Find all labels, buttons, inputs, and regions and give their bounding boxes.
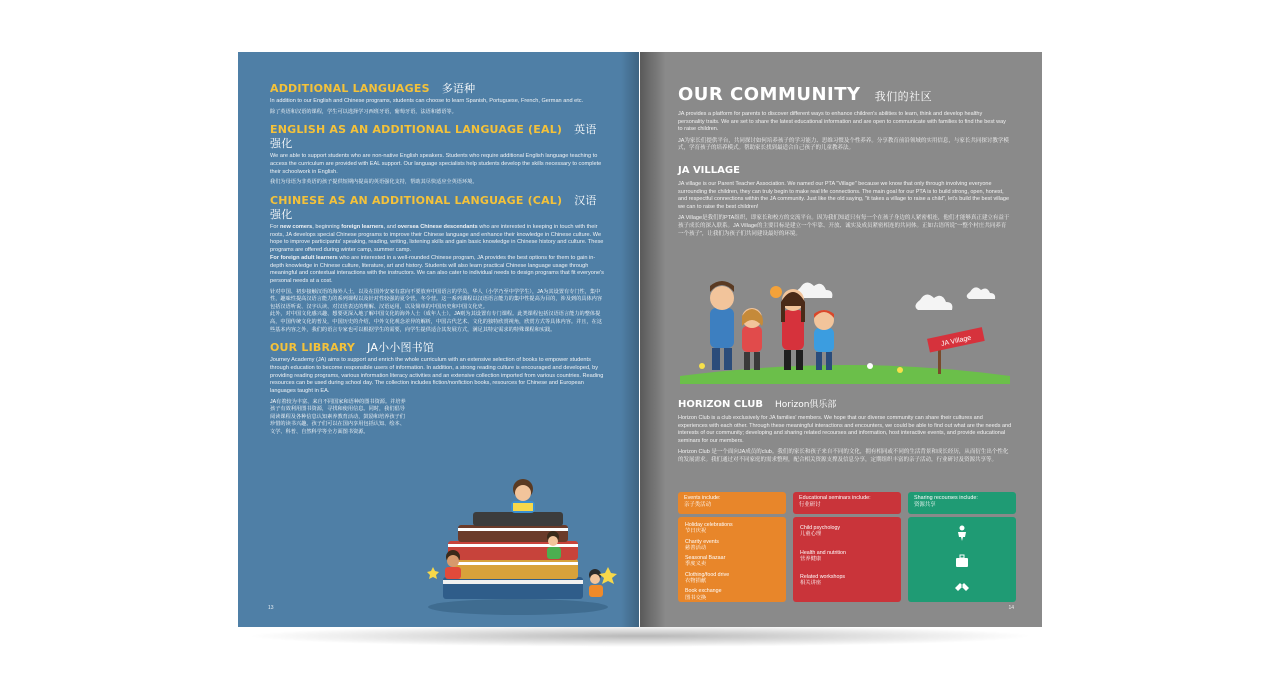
left-page-content — [270, 82, 605, 437]
heading — [678, 397, 1012, 410]
heading-en: OUR COMMUNITY — [678, 84, 861, 105]
heading-en: ADDITIONAL LANGUAGES — [270, 82, 430, 95]
paragraph-en: JA village is our Parent Teacher Association. We named our PTA "Village" because we know that only through involving everyone surrounding the children, they can truly begin to make real life connections. The main goal for our PTA is to build strong, open, honest, and respectful connections within the JA community. Just like the old saying, "it takes a village to raise a child", let's build the best village we can to raise the best children! — [678, 180, 1010, 210]
heading — [270, 194, 605, 222]
heading: JA VILLAGE — [678, 164, 740, 176]
horizon-columns — [678, 492, 1016, 604]
section-eal — [270, 123, 605, 187]
paragraph-cn: Horizon Club 是一个面向JA成员的club。我们的家长和孩子来自不同的文化，拥有相同或不同的生活背景和成长经历，从而衍生出个性化的发展需求。我们通过对不同家庭的需求整理，配合相关资源支撑及信息分享，定期组织丰富的亲子活动，行业研讨及资源共享等。 — [678, 449, 1009, 463]
list-item: Seasonal Bazaar 季度义卖 — [685, 555, 726, 568]
heading-en: ENGLISH AS AN ADDITIONAL LANGUAGE (EAL) — [270, 123, 563, 137]
list-item: Charity events 慈善活动 — [685, 538, 719, 551]
heading-en: OUR LIBRARY — [270, 341, 356, 355]
page-number: 13 — [268, 605, 274, 611]
heading — [270, 82, 605, 96]
list-item: Health and nutrition 营养健康 — [800, 549, 846, 562]
section-horizon-club — [678, 397, 1012, 465]
handshake-icon — [948, 579, 976, 595]
section-library — [270, 341, 605, 436]
right-page-content — [678, 84, 1010, 238]
resources-column — [908, 492, 1016, 602]
section-additional-languages — [270, 82, 605, 116]
list-item: Book exchange 图书交换 — [685, 588, 722, 601]
paragraph-cn: JA Village是我们的PTA组织，即家长和校方的交流平台。因为我们知道只有每一个在孩子身边的人紧密相连，他们才能够真正建立有益于孩子成长的深入联系。JA Village的主要目标是建立一个牢靠、开放、诚实及成员紧密相连的共同体。正如古语所说“一整个村庄共同养育一个孩子”，让我们为孩子们共同建设最好的环境。 — [678, 215, 1010, 237]
section-community — [678, 84, 1010, 153]
column-body — [908, 517, 1016, 602]
heading-cn: Horizon俱乐部 — [775, 400, 837, 410]
paragraph-cn: JA有着较为丰富、来自不同国家和语种的图书资源。并培养孩子有效利用图书资源，寻找和使用信息。同时，我们倡导阅读课程及各种信息认知素养教育活动，鼓励和培养孩子们珍惜的读书兴趣。孩子们可以在国内享用包括认知、绘本、文学、科普、自然科学等全方面图书资源。 — [270, 398, 406, 436]
seminars-column — [793, 492, 901, 602]
heading — [678, 84, 1010, 105]
sign-text: JA Village — [940, 334, 972, 348]
heading — [270, 123, 605, 151]
heading-cn: 汉语强化 — [270, 194, 597, 221]
events-column — [678, 492, 786, 602]
paragraph-en: In addition to our English and Chinese programs, students can choose to learn Spanish, Portuguese, French, German and etc. — [270, 98, 584, 104]
left-page — [238, 52, 639, 627]
family-village-illustration — [670, 274, 1020, 386]
briefcase-icon — [948, 553, 976, 569]
heading-en: CHINESE AS AN ADDITIONAL LANGUAGE (CAL) — [270, 194, 563, 207]
column-header: Sharing recourses include: 资源共享 — [908, 492, 1016, 514]
paragraph-cn-1: 针对中国、初步接触汉语的海外人士，以及在国外安家有意向不要放弃中国语言的学员，华人（小学乃至中学学生），JA为其设置有专门性，集中性，趣味性提高汉语言能力的系列课程以及针对性较强的夏令营，冬令营。这一系列课程以汉语语言能力的集中性提高为目的，涉及到的具体内容包括汉语听说、汉字认读、对汉语表达的理解、汉语运用，以及简单的中国历史和中国文化史。 — [270, 288, 603, 310]
paragraph-en: Journey Academy (JA) aims to support and enrich the whole curriculum with an extensive selection of books to empower students through education to become responsible users of information. In addition, a strong reading culture is encouraged and developed, by providing reading programs, various information literacy activities and an extensive collection imported from various countries. Reading resources can be used during school day. The collection includes fiction/nonfiction books, resources for Chinese and European languages taught in EA. — [270, 357, 604, 394]
list-item: Related workshops 相关讲座 — [800, 574, 846, 587]
heading-cn: 我们的社区 — [874, 90, 933, 103]
paragraph-en-2: For foreign adult learners who are interested in a well-rounded Chinese program, JA provides the best options for them to gain in-depth knowledge in Chinese culture, literature, art and history. Students will also learn practical Chinese language usage through meaningful and contextual interactions with the instructors. We can also cater to individual needs to design programs that fit everyone's personal needs at a cost. — [270, 254, 604, 284]
section-cal — [270, 194, 605, 334]
paragraph-en: We are able to support students who are non-native English speakers. Students who require additional English language teaching to access the curriculum are provided with EAL support. Our language specialists help students develop the skills necessary to complete their schoolwork in English. — [270, 153, 602, 175]
person-icon — [948, 525, 976, 541]
ja-village-sign — [927, 327, 985, 352]
page-number: 14 — [1008, 605, 1014, 611]
list-item: Holiday celebrations 节日庆祝 — [685, 522, 733, 535]
list-item: Clothing/food drive 衣物捐献 — [685, 571, 730, 585]
paragraph-cn-2: 此外，对中国文化感兴趣、想要更深入地了解中国文化的海外人士（成年人士），JA则为其设置有专门课程。此类课程包括汉语语言能力的整体提高，中国传统文化的普及，中国历史的介绍，中外文化观念差异的解析，中国古代艺术、文化的独特欣赏视角，欣赏方式等具体内容。并且，在这些基本内容之外，我们的语言专家也可以根据学生的需要，向学生提供适合其发展方式，满足其特定需求的特殊课程和实践。 — [270, 311, 603, 333]
paragraph-en-1: For new comers, beginning foreign learners, and oversea Chinese descendants who are interested in keeping in touch with their roots, JA develops special Chinese programs to improve their Chinese language and enhance their knowledge in Chinese culture. We hope to improve participants' speaking, reading, writing, listening skills and gain basic knowledge in Chinese history and culture. These programs are offered during winter camp, summer camp. — [270, 224, 604, 254]
list-item: Child psychology 儿童心理 — [800, 525, 841, 538]
column-header: Events include: 亲子类活动 — [678, 492, 786, 514]
column-body — [678, 517, 786, 602]
paragraph-en: Horizon Club is a club exclusively for JA families' members. We hope that our diverse community can share their cultures and experiences with each other. Through these meaningful interactions and encounters, we could be able to find out what are the needs and interests of our community; developing and sharing related recourses and information, host interactive events, and provide educational seminars for our members. — [678, 415, 1012, 444]
paragraph-cn: 除了英语和汉语的课程，学生可以选择学习西班牙语，葡萄牙语，法语和德语等。 — [270, 108, 457, 115]
right-page — [640, 52, 1042, 627]
kids-reading-books-illustration — [423, 467, 623, 617]
heading — [270, 341, 605, 355]
book-shadow — [245, 625, 1035, 647]
paragraph-en: JA provides a platform for parents to discover different ways to enhance children's abilities to learn, think and develop healthy personality traits. We are set to share the latest educational information and are open to communicate with families to find the best way to raise children. — [678, 111, 1006, 133]
heading-en: HORIZON CLUB — [678, 399, 763, 410]
paragraph-cn: 我们为母语为非英语的孩子提供短期内提高的英语强化支持，帮助其尽快适应全英语环境。 — [270, 179, 478, 186]
heading-cn: JA小小图书馆 — [367, 341, 435, 355]
section-ja-village — [678, 165, 1010, 238]
column-body — [793, 517, 901, 602]
heading-cn: 多语种 — [441, 82, 476, 95]
paragraph-cn: JA为家长们提供平台，共同探讨如何培养孩子的学习能力、思维习惯及个性养养。分享教育前沿领域的实用信息，与家长共同探讨教学模式，学育孩子的培养模式。帮助家长找到最适合自己孩子的儿童教养法。 — [678, 137, 1009, 152]
heading-cn: 英语强化 — [270, 123, 597, 151]
column-header: Educational seminars include: 行业研讨 — [793, 492, 901, 514]
